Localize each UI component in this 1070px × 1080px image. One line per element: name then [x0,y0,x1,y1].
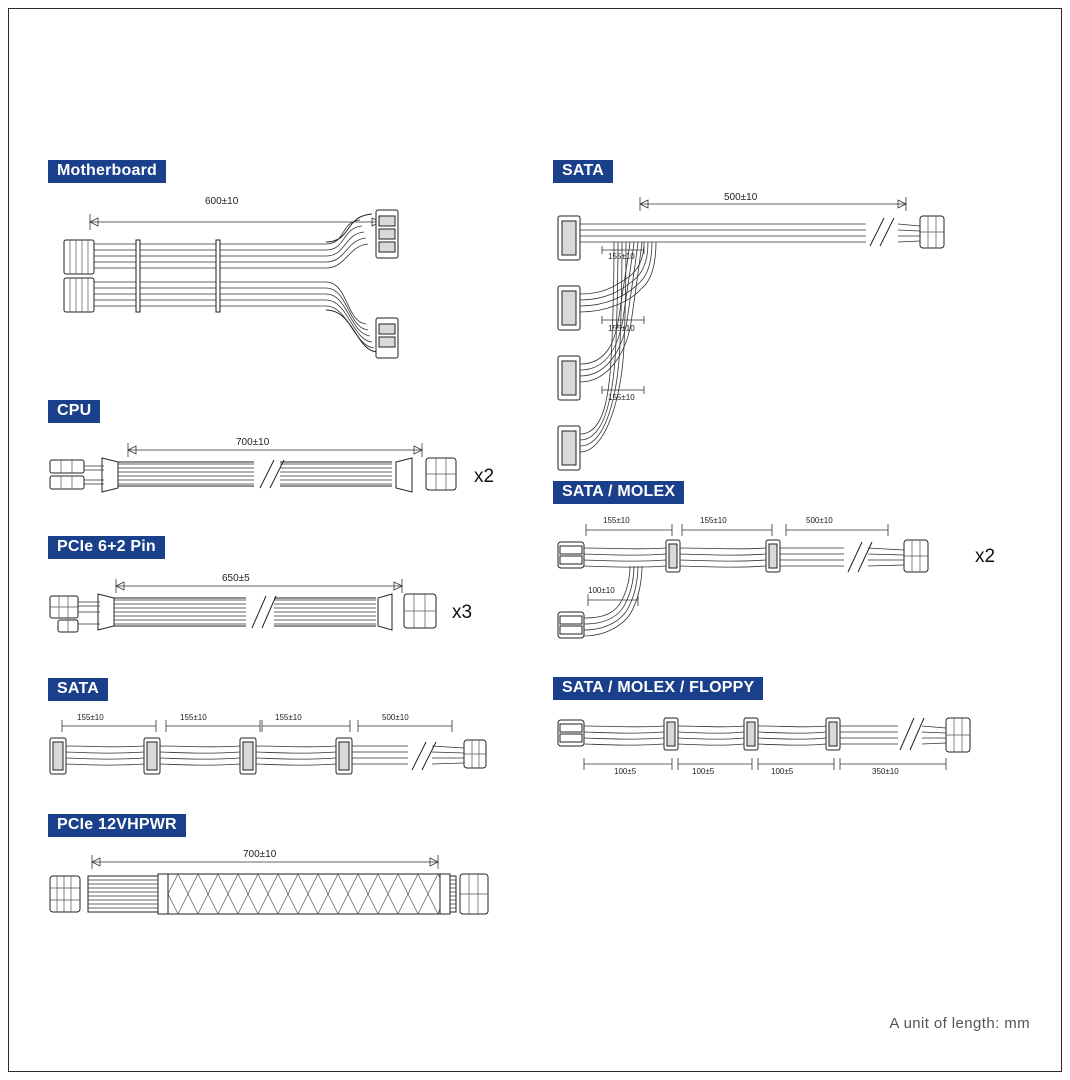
dim-smf-1: 100±5 [614,767,637,776]
pcie12vhpwr-cable-drawing [40,848,510,932]
dim-cpu-700: 700±10 [236,437,270,448]
dim-sata-right-155-1: 155±10 [608,252,635,261]
dim-satamolex-3: 500±10 [806,516,833,525]
dim-sata-left-1: 155±10 [77,713,104,722]
section-label-cpu: CPU [48,400,100,423]
qty-pcie62: x3 [452,602,473,623]
section-label-pcie62: PCIe 6+2 Pin [48,536,165,559]
sata-molex-floppy-cable-drawing [548,706,988,796]
section-label-sata-right: SATA [553,160,613,183]
dim-motherboard-600: 600±10 [205,196,239,207]
section-label-sata-molex-floppy: SATA / MOLEX / FLOPPY [553,677,763,700]
sata-molex-cable-drawing [548,516,968,656]
section-label-12vhpwr: PCIe 12VHPWR [48,814,186,837]
motherboard-cable-drawing [40,200,440,390]
dim-sata-right-155-3: 155±10 [608,393,635,402]
section-label-motherboard: Motherboard [48,160,166,183]
dim-12vhpwr-700: 700±10 [243,849,277,860]
dim-sata-right-500: 500±10 [724,192,758,203]
dim-smf-3: 100±5 [771,767,794,776]
sata-right-cable-drawing [548,190,968,450]
sata-left-cable-drawing [40,712,490,792]
dim-sata-left-3: 155±10 [275,713,302,722]
pcie62-cable-drawing [40,572,460,644]
dim-satamolex-2: 155±10 [700,516,727,525]
cpu-cable-drawing [40,436,470,506]
dim-pcie62-650: 650±5 [222,573,250,584]
dim-satamolex-1: 155±10 [603,516,630,525]
section-label-sata-left: SATA [48,678,108,701]
section-label-sata-molex: SATA / MOLEX [553,481,684,504]
dim-sata-left-4: 500±10 [382,713,409,722]
unit-note: A unit of length: mm [889,1015,1030,1032]
qty-cpu: x2 [474,466,495,487]
dim-sata-right-155-2: 155±10 [608,324,635,333]
dim-satamolex-4: 100±10 [588,586,615,595]
dim-smf-2: 100±5 [692,767,715,776]
qty-sata-molex: x2 [975,546,996,567]
dim-sata-left-2: 155±10 [180,713,207,722]
dim-smf-4: 350±10 [872,767,899,776]
